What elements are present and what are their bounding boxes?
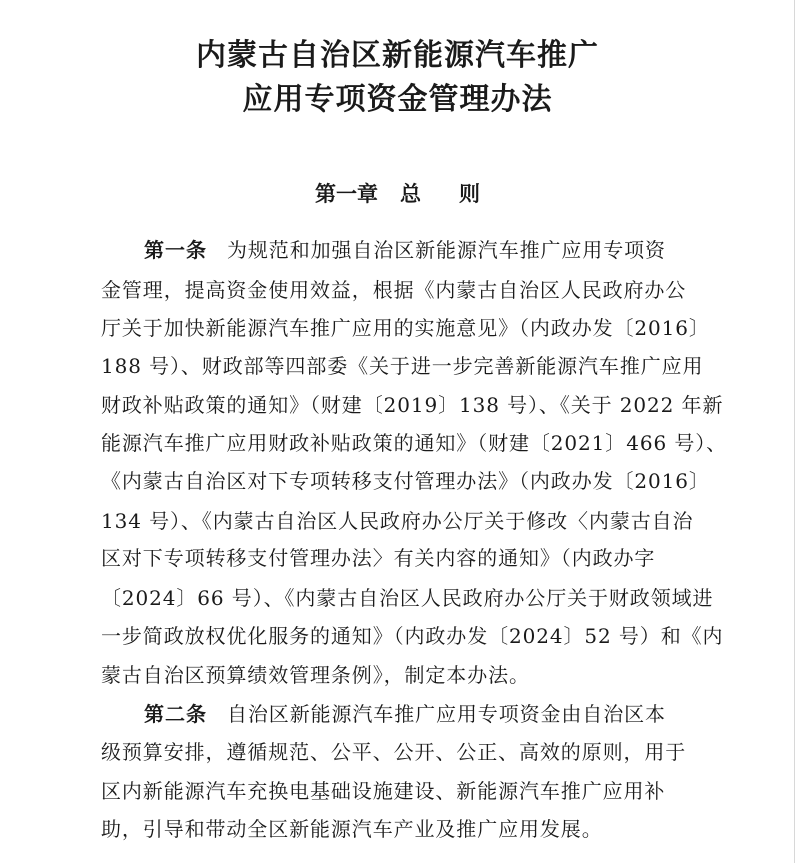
article-1-line: 能源汽车推广应用财政补贴政策的通知》（财建〔2021〕466 号）、: [101, 431, 728, 455]
article-1-line: 〔2024〕66 号）、《内蒙古自治区人民政府办公厅关于财政领域进: [101, 586, 714, 610]
chapter-name-part-2: 则: [459, 182, 480, 206]
article-2-first-text: 自治区新能源汽车推广应用专项资金由自治区本: [227, 702, 666, 726]
article-1-line: 财政补贴政策的通知》（财建〔2019〕138 号）、《关于 2022 年新: [101, 393, 724, 417]
article-1-first-line: [144, 238, 666, 262]
article-1-label: 第一条: [144, 238, 207, 262]
document-title-line-2: 应用专项资金管理办法: [242, 82, 553, 117]
article-2-first-line: [144, 702, 666, 726]
article-1-line: 一步简政放权优化服务的通知》（内政办发〔2024〕52 号）和《内: [101, 624, 724, 648]
article-2-line: 助，引导和带动全区新能源汽车产业及推广应用发展。: [101, 817, 603, 841]
article-2-label: 第二条: [144, 702, 207, 726]
chapter-heading: [0, 178, 795, 208]
article-1-line: 金管理，提高资金使用效益，根据《内蒙古自治区人民政府办公: [101, 278, 687, 302]
article-1-line: 134 号）、《内蒙古自治区人民政府办公厅关于修改〈内蒙古自治: [101, 509, 694, 533]
chapter-name-part-1: 总: [400, 182, 421, 206]
article-1-first-text: 为规范和加强自治区新能源汽车推广应用专项资: [227, 238, 666, 262]
article-1-line: 区对下专项转移支付管理办法〉有关内容的通知》（内政办字: [101, 546, 656, 570]
article-1-line: 《内蒙古自治区对下专项转移支付管理办法》（内政办发〔2016〕: [101, 469, 710, 493]
chapter-number: 第一章: [315, 182, 378, 206]
article-2-line: 区内新能源汽车充换电基础设施建设、新能源汽车推广应用补: [101, 779, 666, 803]
article-2-line: 级预算安排，遵循规范、公平、公开、公正、高效的原则，用于: [101, 740, 687, 764]
document-title-line-1: 内蒙古自治区新能源汽车推广: [196, 38, 599, 73]
article-1-line: 蒙古自治区预算绩效管理条例》，制定本办法。: [101, 663, 530, 687]
article-1-line: 188 号）、财政部等四部委《关于进一步完善新能源汽车推广应用: [101, 354, 704, 378]
article-1-line: 厅关于加快新能源汽车推广应用的实施意见》（内政办发〔2016〕: [101, 316, 710, 340]
